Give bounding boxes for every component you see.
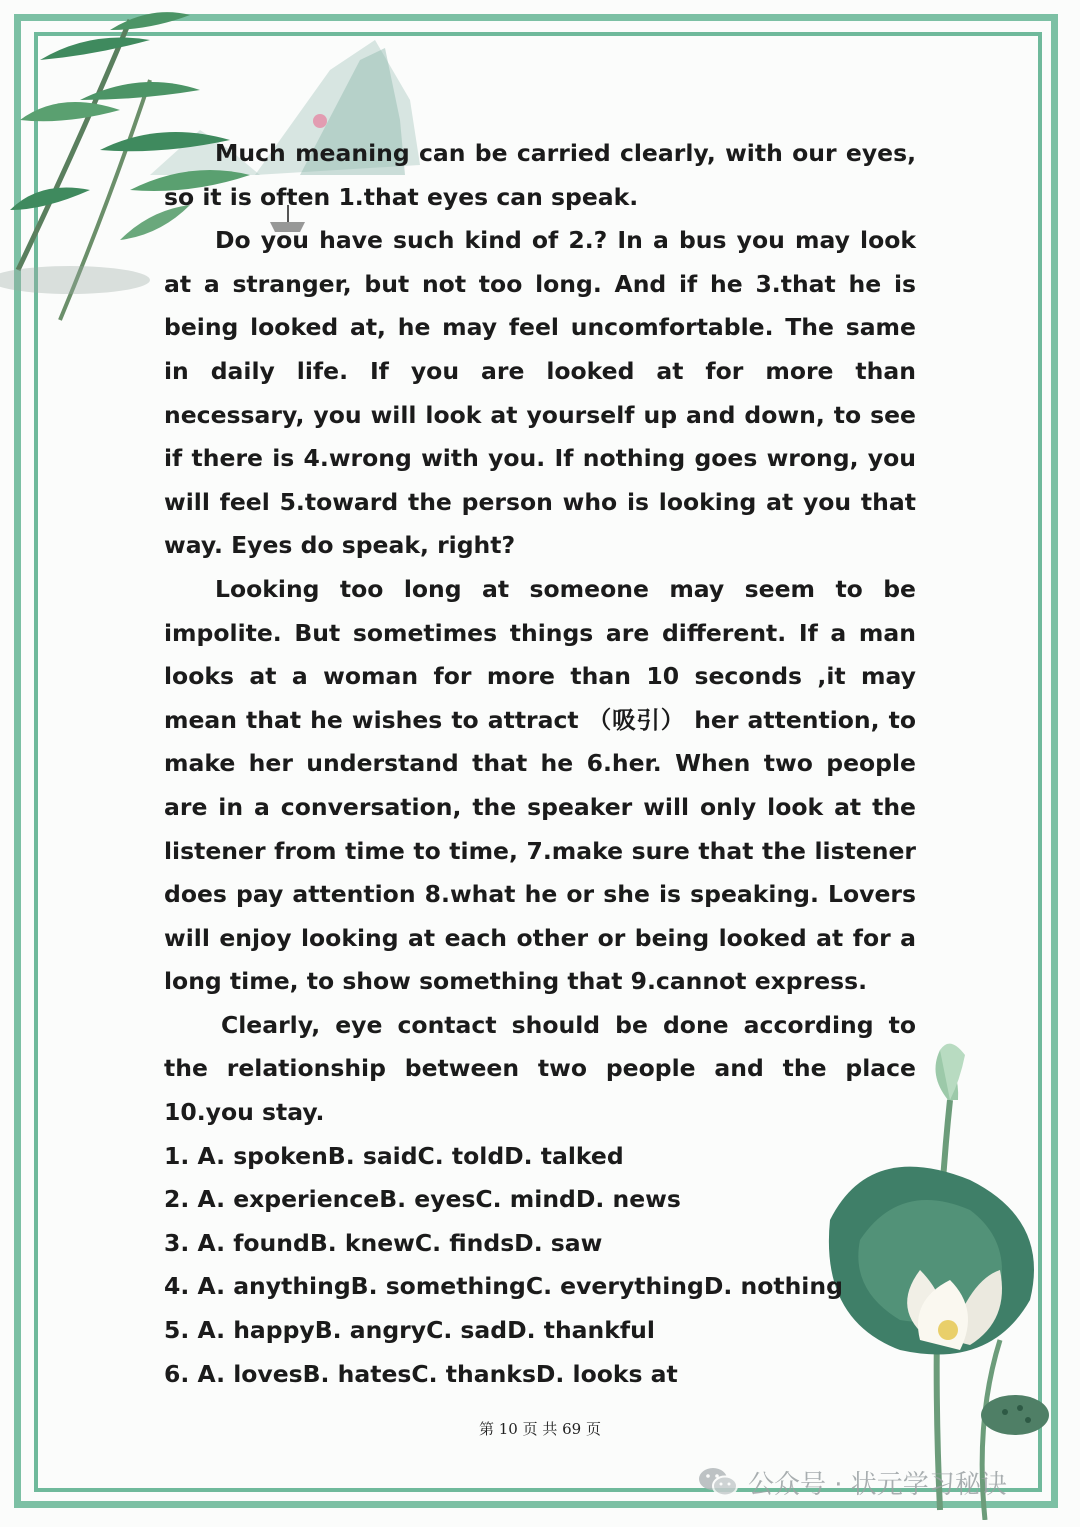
paragraph-3: Looking too long at someone may seem to be impolite. But sometimes things are different. If a man looks at a woman for more than 10 seconds ,it may mean that he wishes to attract （吸引） her attention, to make her understand that he 6.her. When two people are in a conversation, the speaker will only look at the listener from time to time, 7.make sure that the listener does pay attention 8.what he or she is speaking. Lovers will enjoy looking at each other or being looked at for a long time, to show something that 9.cannot express. — [164, 574, 916, 996]
question-item: 3. A. foundB. knewC. findsD. saw — [164, 1228, 603, 1257]
paragraph-1: Much meaning can be carried clearly, with our eyes, so it is often 1.that eyes can speak. — [164, 139, 916, 211]
watermark — [698, 1462, 1007, 1502]
question-item: 6. A. lovesB. hatesC. thanksD. looks at — [164, 1359, 678, 1388]
paragraph-2: Do you have such kind of 2.? In a bus you may look at a stranger, but not too long. And if he 3.that he is being looked at, he may feel uncomfortable. The same in daily life. If you are looked at for more than necessary, you will look at yourself up and down, to see if there is 4.wrong with you. If nothing goes wrong, you will feel 5.toward the person who is looking at you that way. Eyes do speak, right? — [164, 226, 916, 560]
wechat-icon — [698, 1465, 738, 1499]
question-item: 2. A. experienceB. eyesC. mindD. news — [164, 1185, 681, 1214]
question-item: 1. A. spokenB. saidC. toldD. talked — [164, 1141, 624, 1170]
watermark-text: 公众号 · 状元学习秘诀 — [748, 1469, 1007, 1500]
question-item: 4. A. anythingB. somethingC. everythingD. nothing — [164, 1272, 843, 1301]
page-number: 第 10 页 共 69 页 — [478, 1420, 601, 1438]
paragraph-4: Clearly, eye contact should be done according to the relationship between two people and the place 10.you stay. — [164, 1010, 916, 1127]
passage — [164, 132, 916, 1396]
question-list — [164, 1135, 916, 1397]
question-item: 5. A. happyB. angryC. sadD. thankful — [164, 1316, 655, 1345]
